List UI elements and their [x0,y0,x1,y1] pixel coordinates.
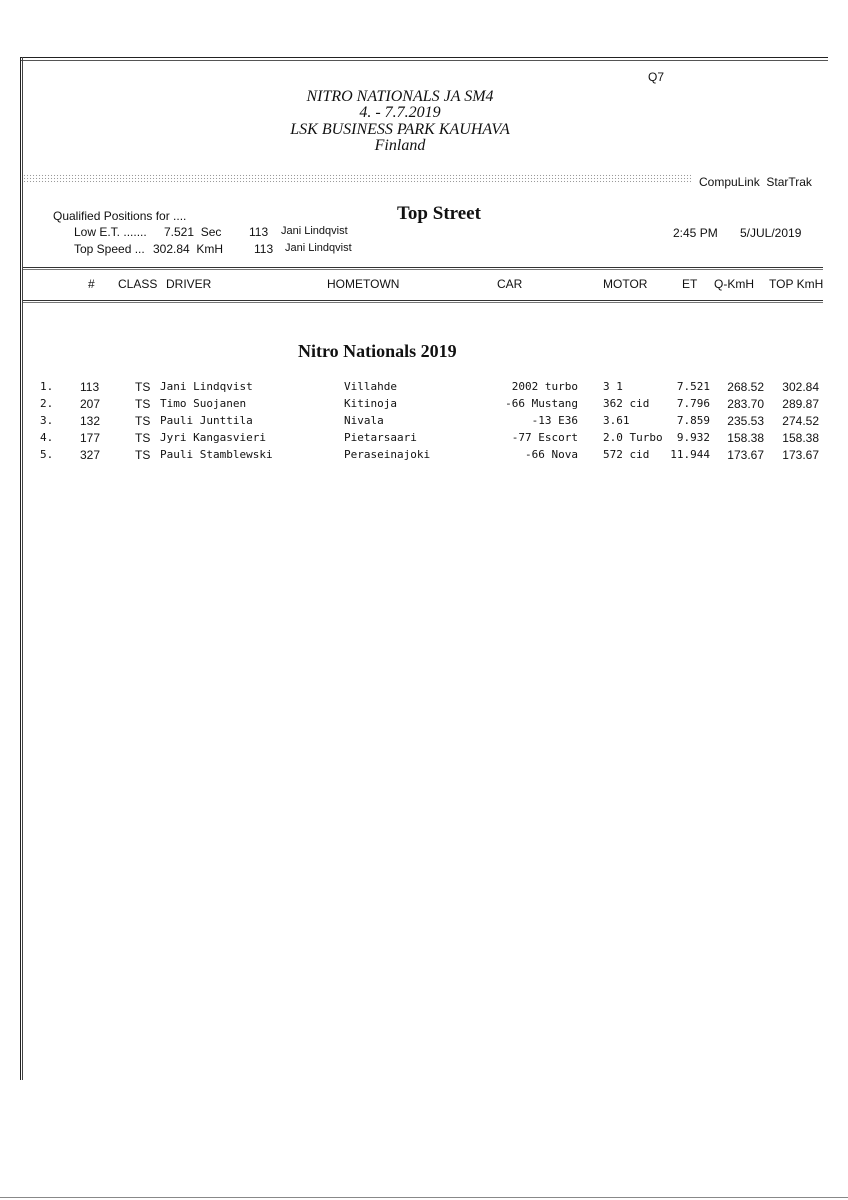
row-topkmh: 173.67 [782,448,819,462]
col-qkmh: Q-KmH [714,277,754,291]
event-title: NITRO NATIONALS JA SM4 [306,88,494,105]
report-date: 5/JUL/2019 [740,226,802,240]
row-car: -77 Escort [511,431,578,444]
row-qkmh: 158.38 [727,431,764,445]
low-et-value: 7.521 Sec [164,225,222,239]
event-dates: 4. - 7.7.2019 [359,104,441,121]
top-speed-car: 113 [254,242,274,256]
header-rule-top [23,267,823,268]
row-hometown: Peraseinajoki [344,448,431,461]
row-position: 4. [40,431,54,444]
row-class: TS [135,431,151,445]
col-num: # [88,277,95,291]
row-motor: 3.61 [603,414,630,427]
report-time: 2:45 PM [673,226,718,240]
row-topkmh: 158.38 [782,431,819,445]
frame-top-line [20,57,828,58]
row-car-number: 113 [80,380,100,394]
row-class: TS [135,448,151,462]
row-hometown: Kitinoja [344,397,397,410]
row-topkmh: 289.87 [782,397,819,411]
row-hometown: Pietarsaari [344,431,417,444]
row-class: TS [135,380,151,394]
row-motor: 362 cid [603,397,650,410]
row-car: 2002 turbo [511,380,578,393]
frame-left-line [20,57,21,1080]
low-et-label: Low E.T. ....... [74,225,147,239]
frame-top-line-inner [20,60,828,61]
system-name: CompuLink StarTrak [699,175,812,189]
row-qkmh: 173.67 [727,448,764,462]
row-position: 1. [40,380,54,393]
col-class: CLASS [118,277,158,291]
col-driver: DRIVER [166,277,212,291]
frame-left-line-inner [22,57,23,1080]
row-motor: 3 1 [603,380,623,393]
row-topkmh: 274.52 [782,414,819,428]
row-et: 7.796 [676,397,710,410]
top-speed-label: Top Speed ... [74,242,145,256]
row-driver: Pauli Junttila [160,414,253,427]
top-speed-value: 302.84 KmH [153,242,224,256]
qualified-label: Qualified Positions for .... [53,209,187,223]
row-et: 7.859 [676,414,710,427]
header-rule-bottom-2 [23,302,823,303]
section-title: Nitro Nationals 2019 [298,341,457,361]
row-driver: Jyri Kangasvieri [160,431,266,444]
row-driver: Pauli Stamblewski [160,448,273,461]
row-et: 9.932 [676,431,710,444]
row-car: -66 Mustang [505,397,578,410]
row-car-number: 177 [80,431,101,445]
row-motor: 572 cid [603,448,650,461]
class-title: Top Street [397,203,481,224]
row-et: 7.521 [676,380,710,393]
row-qkmh: 235.53 [727,414,764,428]
row-class: TS [135,397,151,411]
col-et: ET [682,277,698,291]
event-venue: LSK BUSINESS PARK KAUHAVA [290,121,510,138]
row-et: 11.944 [670,448,710,461]
row-car-number: 327 [80,448,101,462]
dotted-band [23,174,691,183]
row-hometown: Nivala [344,414,384,427]
row-class: TS [135,414,151,428]
row-topkmh: 302.84 [782,380,819,394]
row-qkmh: 283.70 [727,397,764,411]
row-qkmh: 268.52 [727,380,764,394]
col-hometown: HOMETOWN [327,277,400,291]
top-speed-driver: Jani Lindqvist [285,242,352,254]
row-car: -13 E36 [531,414,578,427]
col-topkmh: TOP KmH [769,277,824,291]
col-car: CAR [497,277,523,291]
page-bottom-line [0,1197,848,1198]
row-car-number: 207 [80,397,101,411]
low-et-driver: Jani Lindqvist [281,225,348,237]
row-car-number: 132 [80,414,101,428]
col-motor: MOTOR [603,277,648,291]
row-motor: 2.0 Turbo [603,431,663,444]
header-rule-top-2 [23,269,823,270]
row-driver: Jani Lindqvist [160,380,253,393]
row-driver: Timo Suojanen [160,397,247,410]
low-et-car: 113 [249,225,269,239]
page-code: Q7 [648,70,665,84]
row-hometown: Villahde [344,380,397,393]
row-car: -66 Nova [525,448,578,461]
row-position: 5. [40,448,54,461]
row-position: 3. [40,414,54,427]
header-rule-bottom [23,300,823,301]
event-country: Finland [374,137,426,154]
row-position: 2. [40,397,54,410]
